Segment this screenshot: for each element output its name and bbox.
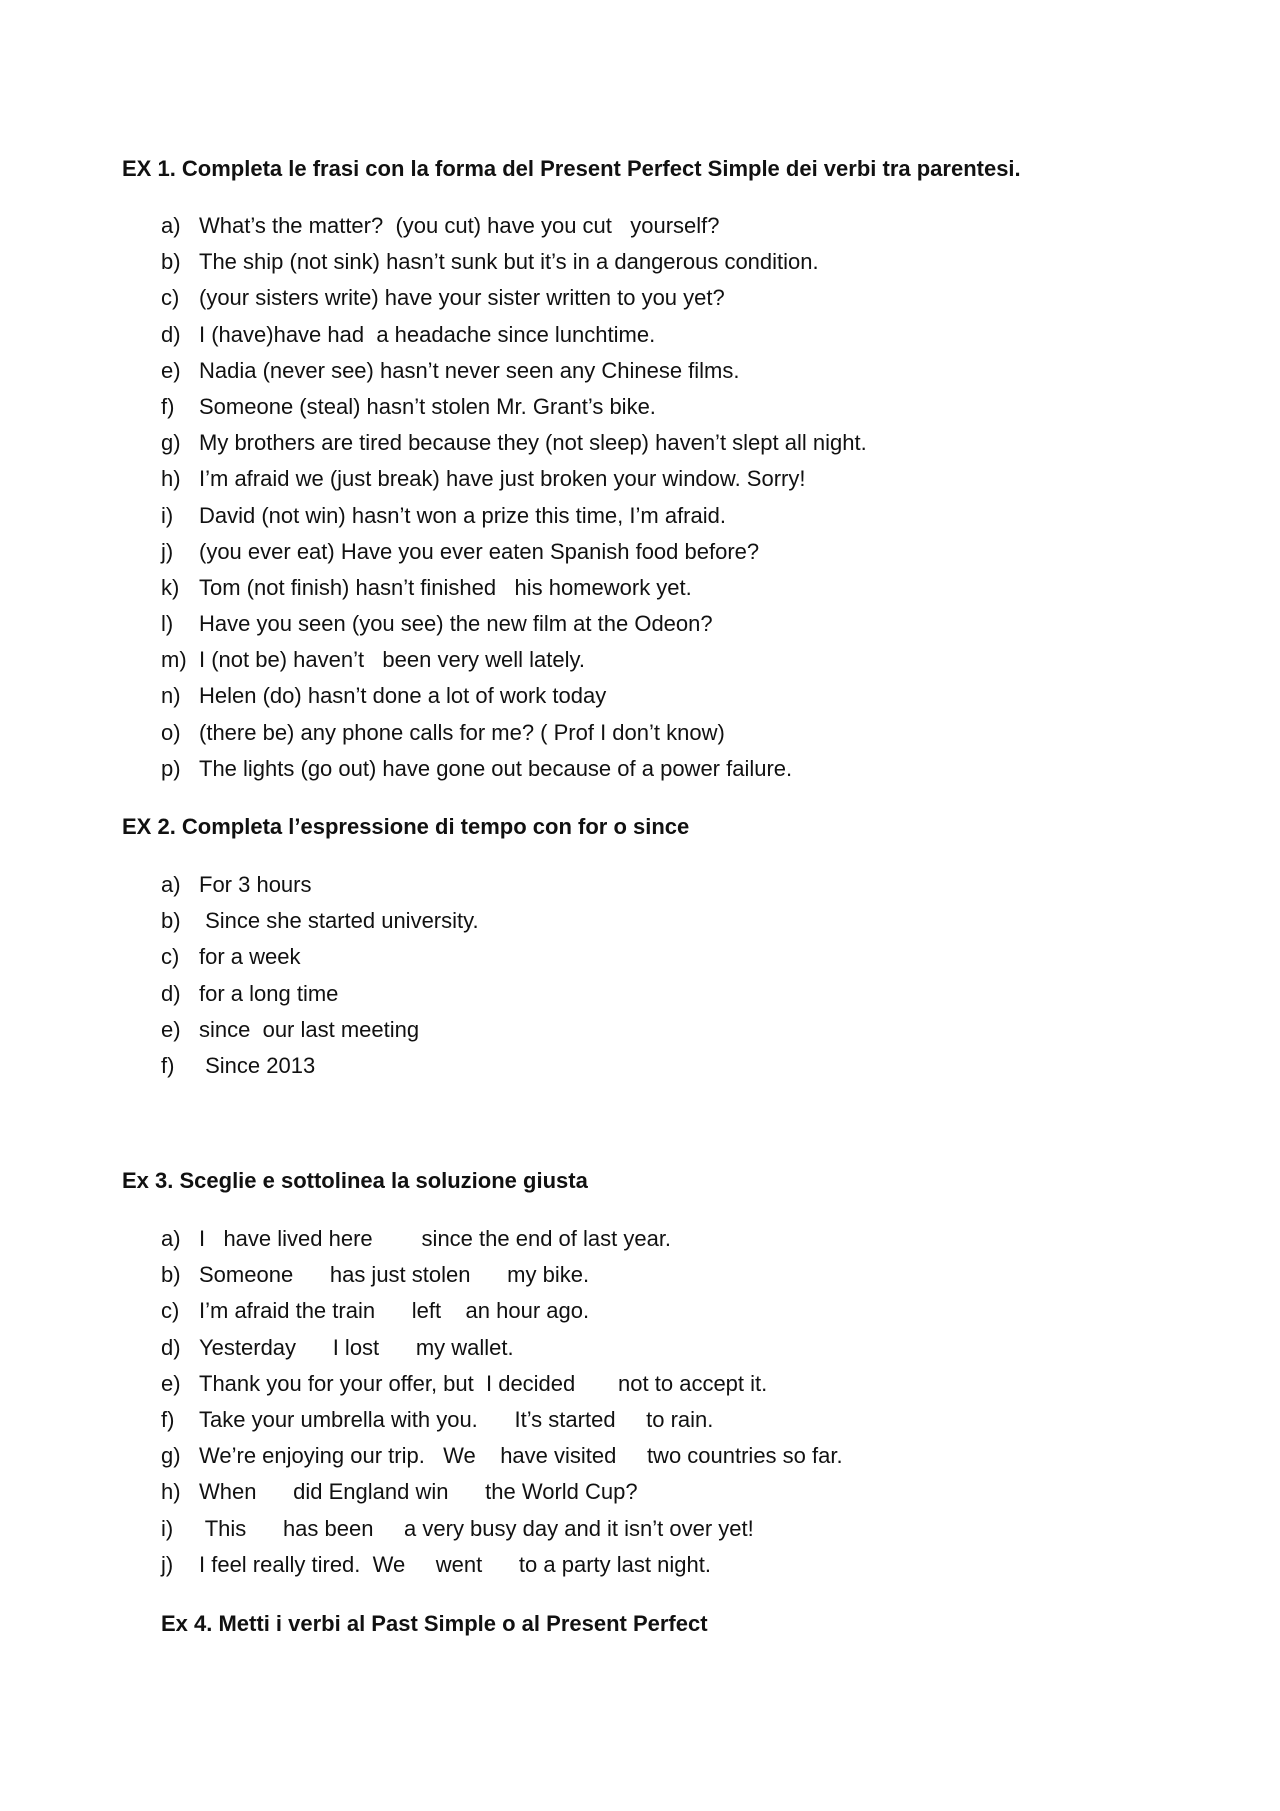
item-marker: d) <box>161 980 181 1006</box>
item-marker: b) <box>161 908 181 934</box>
item-marker: d) <box>161 1334 181 1360</box>
item-marker: e) <box>161 1370 181 1396</box>
exercise-2-heading: EX 2. Completa l’espressione di tempo con for o since <box>122 814 690 839</box>
item-text: for a week <box>199 944 301 970</box>
item-marker: h) <box>161 466 181 492</box>
item-text: I’m afraid we (just break) have just broken your window. Sorry! <box>199 466 806 492</box>
item-text: Someone has just stolen my bike. <box>199 1262 590 1288</box>
item-text: Since 2013 <box>199 1052 316 1078</box>
item-marker: j) <box>161 1551 174 1577</box>
item-text: I (have)have had a headache since lunchtime. <box>199 321 656 347</box>
item-text: Helen (do) hasn’t done a lot of work today <box>199 683 607 709</box>
exercise-3-heading: Ex 3. Sceglie e sottolinea la soluzione giusta <box>122 1168 588 1193</box>
item-marker: p) <box>161 755 181 781</box>
item-marker: l) <box>161 611 174 637</box>
item-text: I have lived here since the end of last year. <box>199 1226 672 1251</box>
item-marker: a) <box>161 872 181 897</box>
item-marker: a) <box>161 1226 181 1251</box>
item-marker: e) <box>161 1016 181 1042</box>
item-text: Have you seen (you see) the new film at the Odeon? <box>199 611 713 637</box>
item-marker: j) <box>161 538 174 564</box>
item-marker: c) <box>161 944 180 970</box>
item-text: Tom (not finish) hasn’t finished his homework yet. <box>199 574 692 600</box>
item-text: What’s the matter? (you cut) have you cut yourself? <box>199 213 720 238</box>
item-marker: m) <box>161 647 187 673</box>
item-text: (your sisters write) have your sister written to you yet? <box>199 285 725 311</box>
item-marker: k) <box>161 574 180 600</box>
item-marker: c) <box>161 1298 180 1324</box>
item-text: Since she started university. <box>199 908 479 934</box>
item-text: for a long time <box>199 980 339 1006</box>
item-text: Yesterday I lost my wallet. <box>199 1334 514 1360</box>
item-marker: d) <box>161 321 181 347</box>
item-marker: c) <box>161 285 180 311</box>
item-text: Take your umbrella with you. It’s started to rain. <box>199 1406 714 1432</box>
item-text: I feel really tired. We went to a party last night. <box>199 1551 711 1577</box>
item-text: Someone (steal) hasn’t stolen Mr. Grant’s bike. <box>199 393 656 419</box>
item-marker: h) <box>161 1479 181 1505</box>
item-text: The lights (go out) have gone out because of a power failure. <box>199 755 793 781</box>
item-marker: b) <box>161 1262 181 1288</box>
item-text: This has been a very busy day and it isn’t over yet! <box>199 1515 754 1541</box>
item-text: We’re enjoying our trip. We have visited two countries so far. <box>199 1443 843 1469</box>
item-marker: b) <box>161 249 181 275</box>
item-marker: a) <box>161 213 181 238</box>
item-marker: f) <box>161 1052 175 1078</box>
item-text: The ship (not sink) hasn’t sunk but it’s in a dangerous condition. <box>199 249 819 275</box>
exercise-1-heading: EX 1. Completa le frasi con la forma del Present Perfect Simple dei verbi tra parentesi. <box>122 156 1021 181</box>
item-text: (you ever eat) Have you ever eaten Spanish food before? <box>199 538 760 564</box>
item-text: Nadia (never see) hasn’t never seen any Chinese films. <box>199 357 740 383</box>
item-marker: f) <box>161 1406 175 1432</box>
item-marker: g) <box>161 1443 181 1469</box>
item-text: When did England win the World Cup? <box>199 1479 638 1505</box>
item-marker: i) <box>161 1515 174 1541</box>
item-text: David (not win) hasn’t won a prize this time, I’m afraid. <box>199 502 726 528</box>
item-text: I’m afraid the train left an hour ago. <box>199 1298 590 1324</box>
item-marker: o) <box>161 719 181 745</box>
item-marker: g) <box>161 430 181 456</box>
item-text: since our last meeting <box>199 1016 420 1042</box>
item-text: For 3 hours <box>199 872 312 897</box>
item-text: My brothers are tired because they (not sleep) haven’t slept all night. <box>199 430 867 456</box>
item-marker: i) <box>161 502 174 528</box>
item-marker: f) <box>161 393 175 419</box>
item-text: (there be) any phone calls for me? ( Prof I don’t know) <box>199 719 725 745</box>
exercise-4-heading: Ex 4. Metti i verbi al Past Simple o al Present Perfect <box>161 1611 708 1636</box>
item-text: I (not be) haven’t been very well lately. <box>199 647 586 673</box>
item-text: Thank you for your offer, but I decided not to accept it. <box>199 1370 768 1396</box>
item-marker: e) <box>161 357 181 383</box>
item-marker: n) <box>161 683 181 709</box>
